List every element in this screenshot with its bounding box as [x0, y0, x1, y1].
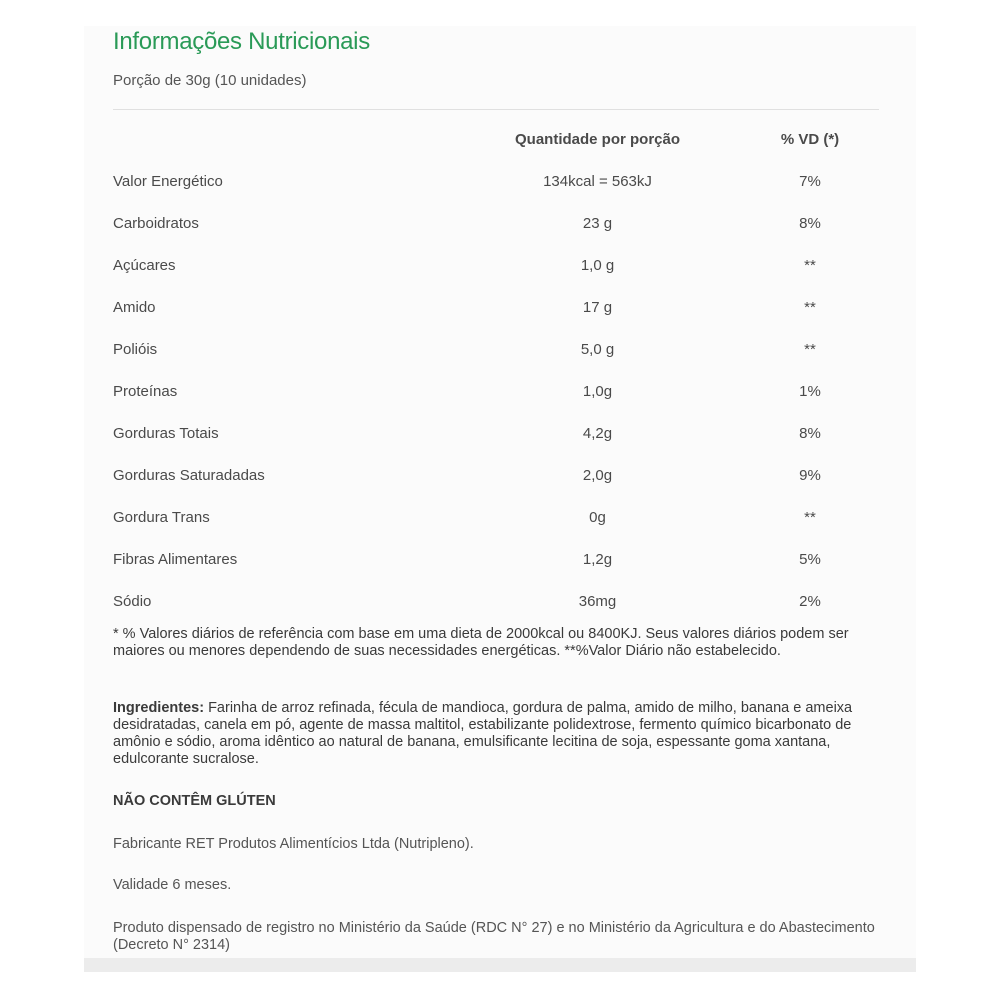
table-row — [0, 246, 1000, 288]
nutrition-table — [0, 162, 1000, 624]
nutrient-vd: 2% — [799, 593, 821, 610]
nutrient-name: Fibras Alimentares — [113, 551, 238, 568]
ingredients-block — [113, 700, 883, 768]
table-row — [0, 540, 1000, 582]
nutrient-name: Polióis — [113, 341, 158, 358]
nutrient-vd: ** — [804, 299, 816, 316]
table-row — [0, 288, 1000, 330]
nutrient-vd: ** — [804, 257, 816, 274]
table-row — [0, 414, 1000, 456]
nutrient-name: Gorduras Saturadadas — [113, 467, 265, 484]
nutrient-vd: 8% — [799, 425, 821, 442]
validity-text: Validade 6 meses. — [113, 877, 232, 893]
nutrient-vd: 9% — [799, 467, 821, 484]
nutrient-quantity: 17 g — [582, 299, 613, 316]
nutrient-name: Proteínas — [113, 383, 178, 400]
table-row — [0, 162, 1000, 204]
ingredients-text: Farinha de arroz refinada, fécula de mandioca, gordura de palma, amido de milho, banana e ameixa desidratadas, canela em pó, agente de massa maltitol, estabilizante polidextrose, fermento químico bicarbonato de amônio e sódio, aroma idêntico ao natural de banana, emulsificante lecitina de soja, espessante goma xantana, edulcorante sucralose. — [113, 700, 853, 767]
nutrient-name: Amido — [113, 299, 156, 316]
nutrient-name: Gordura Trans — [113, 509, 210, 526]
nutrient-quantity: 134kcal = 563kJ — [543, 173, 652, 190]
nutrient-quantity: 1,0 g — [580, 257, 615, 274]
table-row — [0, 372, 1000, 414]
nutrient-vd: 7% — [799, 173, 821, 190]
nutrient-quantity: 1,0g — [582, 383, 613, 400]
nutrient-vd: ** — [804, 509, 816, 526]
nutrient-vd: 8% — [799, 215, 821, 232]
nutrient-vd: ** — [804, 341, 816, 358]
nutrient-quantity: 2,0g — [582, 467, 613, 484]
table-row — [0, 330, 1000, 372]
nutrient-name: Carboidratos — [113, 215, 199, 232]
manufacturer-text: Fabricante RET Produtos Alimentícios Ltda (Nutripleno). — [113, 836, 474, 852]
ingredients-label: Ingredientes: — [113, 700, 205, 716]
nutrient-quantity: 1,2g — [582, 551, 613, 568]
panel-bottom-bar — [84, 958, 916, 972]
gluten-notice: NÃO CONTÊM GLÚTEN — [113, 793, 276, 809]
column-header-quantity: Quantidade por porção — [514, 131, 680, 148]
table-row — [0, 582, 1000, 624]
daily-value-footnote: * % Valores diários de referência com base em uma dieta de 2000kcal ou 8400KJ. Seus valores diários podem ser maiores ou menores dependendo de suas necessidades energéticas. **%Valor Diário não estabelecido. — [113, 626, 849, 659]
table-row — [0, 498, 1000, 540]
nutrient-quantity: 4,2g — [582, 425, 613, 442]
divider — [113, 109, 879, 110]
nutrient-name: Gorduras Totais — [113, 425, 219, 442]
nutrient-quantity: 23 g — [582, 215, 613, 232]
column-header-vd: % VD (*) — [780, 131, 840, 148]
table-row — [0, 204, 1000, 246]
table-row — [0, 456, 1000, 498]
nutrient-quantity: 36mg — [578, 593, 617, 610]
page-title: Informações Nutricionais — [113, 28, 370, 55]
nutrient-name: Sódio — [113, 593, 152, 610]
nutrient-quantity: 5,0 g — [580, 341, 615, 358]
portion-size: Porção de 30g (10 unidades) — [113, 72, 307, 89]
nutrient-name: Valor Energético — [113, 173, 223, 190]
nutrient-vd: 1% — [799, 383, 821, 400]
nutrient-vd: 5% — [799, 551, 821, 568]
registry-text: Produto dispensado de registro no Ministério da Saúde (RDC N° 27) e no Ministério da Agricultura e do Abastecimento (Decreto N° 2314) — [113, 920, 875, 953]
nutrient-quantity: 0g — [589, 509, 606, 526]
nutrient-name: Açúcares — [113, 257, 176, 274]
